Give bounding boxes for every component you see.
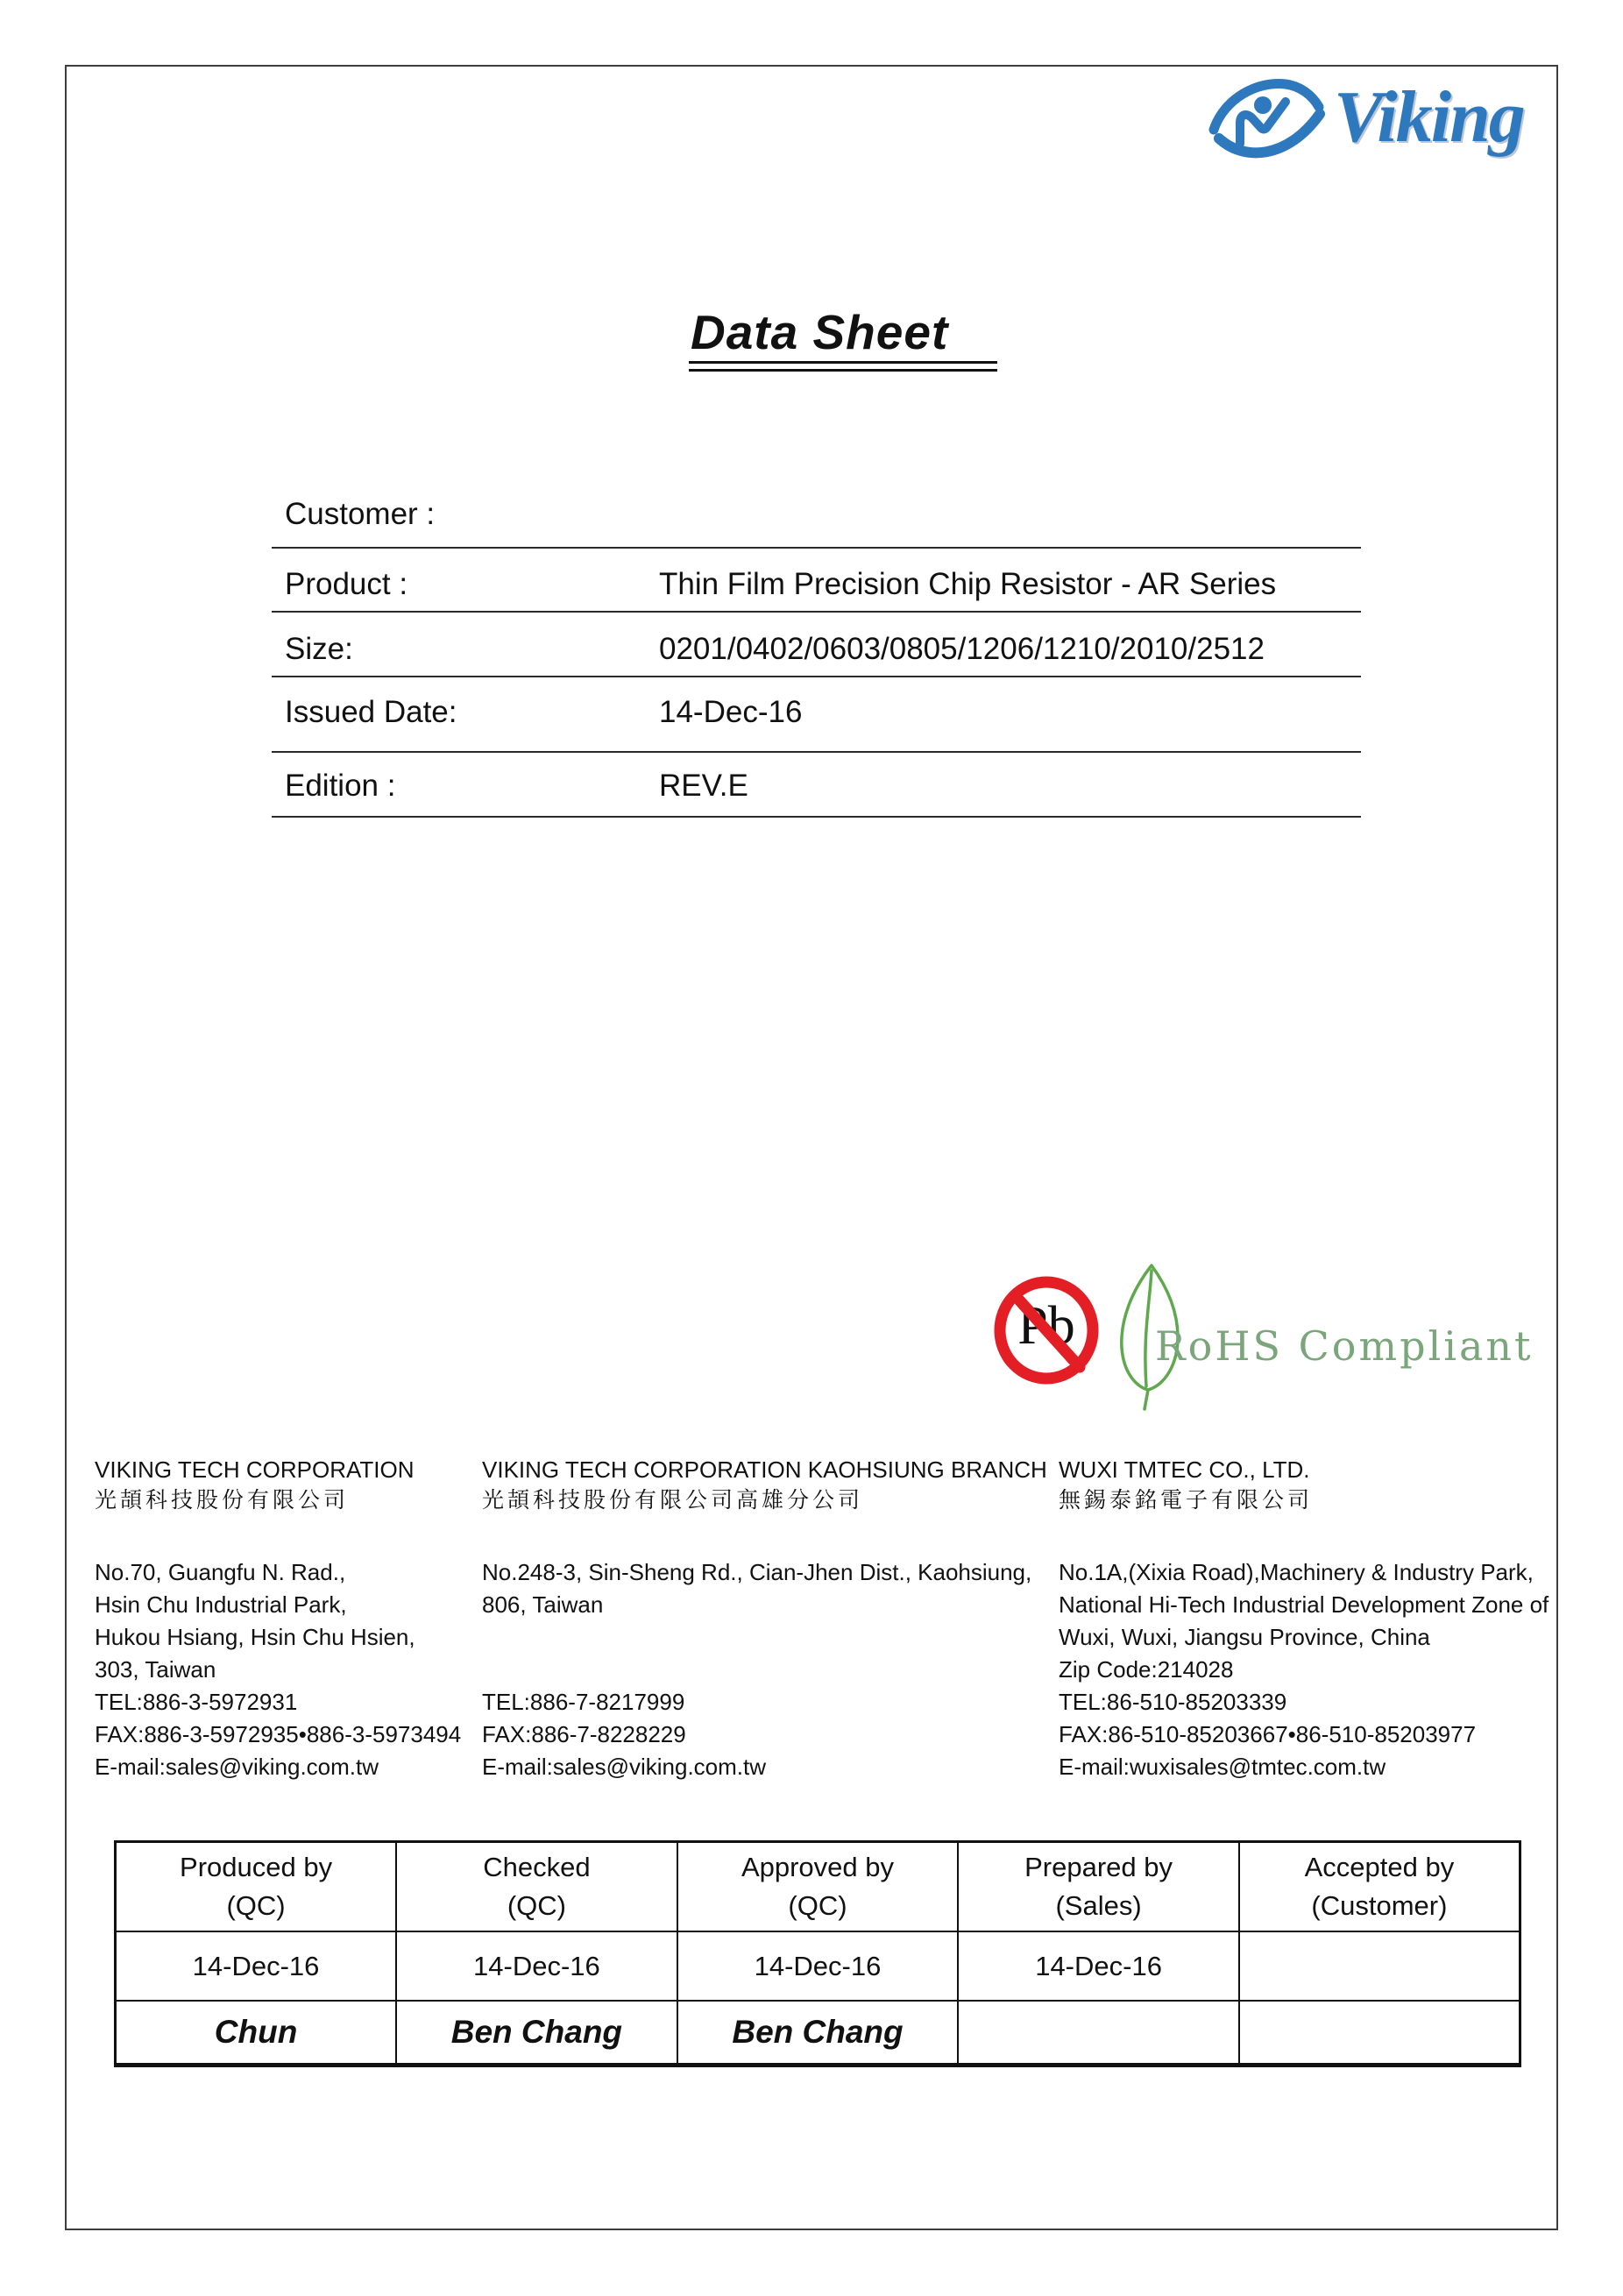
issued-date-label: Issued Date:: [285, 695, 457, 729]
viking-eye-icon: [1204, 68, 1329, 167]
company-viking-kaohsiung: [482, 1455, 1047, 1783]
form-row-edition: [285, 768, 1363, 804]
pb-free-label: Pb: [1017, 1296, 1075, 1356]
address-line: TEL:886-3-5972931: [95, 1689, 298, 1715]
issued-date-value: 14-Dec-16: [659, 695, 803, 729]
date-cell: 14-Dec-16: [958, 1931, 1239, 2001]
address-line: E-mail:sales@viking.com.tw: [95, 1754, 379, 1780]
address-line: FAX:886-7-8228229: [482, 1721, 686, 1747]
address-line: Zip Code:214028: [1059, 1656, 1234, 1683]
address-line: Wuxi, Wuxi, Jiangsu Province, China: [1059, 1624, 1430, 1650]
address-line: No.248-3, Sin-Sheng Rd., Cian-Jhen Dist., Kaohsiung,: [482, 1559, 1032, 1585]
form-divider: [272, 676, 1361, 677]
form-row-product: [285, 566, 1363, 603]
address-line: TEL:86-510-85203339: [1059, 1689, 1287, 1715]
company-name-chinese: 光頡科技股份有限公司高雄分公司: [482, 1487, 864, 1513]
signature-cell: [1239, 2001, 1520, 2066]
company-address: [95, 1556, 471, 1783]
approval-date-row: [116, 1931, 1520, 2001]
header-approved-by: Approved by (QC): [677, 1842, 959, 1932]
address-line: National Hi-Tech Industrial Development Zone of: [1059, 1591, 1549, 1618]
address-line: TEL:886-7-8217999: [482, 1689, 685, 1715]
header-prepared-by: Prepared by (Sales): [958, 1842, 1239, 1932]
address-line: E-mail:wuxisales@tmtec.com.tw: [1059, 1754, 1386, 1780]
date-cell: 14-Dec-16: [396, 1931, 677, 2001]
company-wuxi-tmtec: [1059, 1455, 1554, 1783]
address-line: FAX:886-3-5972935•886-3-5973494: [95, 1721, 462, 1747]
address-line: Hsin Chu Industrial Park,: [95, 1591, 347, 1618]
form-divider: [272, 611, 1361, 613]
customer-label: Customer :: [285, 497, 436, 531]
signature-cell: [958, 2001, 1239, 2066]
page-title: Data Sheet: [691, 305, 949, 359]
address-line: 806, Taiwan: [482, 1591, 604, 1618]
edition-value: REV.E: [659, 769, 748, 803]
company-name: VIKING TECH CORPORATION KAOHSIUNG BRANCH: [482, 1456, 1047, 1483]
date-cell: 14-Dec-16: [677, 1931, 959, 2001]
size-value: 0201/0402/0603/0805/1206/1210/2010/2512: [659, 632, 1265, 666]
signature-cell: Ben Chang: [677, 2001, 959, 2066]
signature-cell: Ben Chang: [396, 2001, 677, 2066]
rohs-compliant-label: RoHS Compliant: [1155, 1322, 1534, 1370]
address-line: 303, Taiwan: [95, 1656, 216, 1683]
viking-logo-text: Viking: [1334, 76, 1524, 158]
address-line: No.1A,(Xixia Road),Machinery & Industry Park,: [1059, 1559, 1534, 1585]
edition-label: Edition :: [285, 769, 396, 803]
date-cell: 14-Dec-16: [116, 1931, 397, 2001]
company-name-chinese: 無錫泰銘電子有限公司: [1059, 1487, 1314, 1513]
approval-header-row: [116, 1842, 1520, 1932]
form-row-customer: [285, 496, 1363, 533]
date-cell: [1239, 1931, 1520, 2001]
address-line: Hukou Hsiang, Hsin Chu Hsien,: [95, 1624, 415, 1650]
pb-free-icon: [993, 1276, 1100, 1385]
approval-table: [114, 1840, 1521, 2067]
company-name: WUXI TMTEC CO., LTD.: [1059, 1456, 1310, 1483]
address-line: No.70, Guangfu N. Rad.,: [95, 1559, 346, 1585]
title-underline: [689, 361, 997, 364]
company-name: VIKING TECH CORPORATION: [95, 1456, 415, 1483]
company-name-chinese: 光頡科技股份有限公司: [95, 1487, 350, 1513]
address-line: [482, 1654, 1047, 1686]
company-address: [482, 1556, 1047, 1783]
signature-cell: Chun: [116, 2001, 397, 2066]
title-underline: [689, 369, 997, 372]
company-viking-hq: [95, 1455, 471, 1783]
size-label: Size:: [285, 632, 353, 666]
product-value: Thin Film Precision Chip Resistor - AR Series: [659, 567, 1277, 601]
address-line: [482, 1621, 1047, 1654]
form-divider: [272, 547, 1361, 549]
header-accepted-by: Accepted by (Customer): [1239, 1842, 1520, 1932]
header-produced-by: Produced by (QC): [116, 1842, 397, 1932]
address-line: FAX:86-510-85203667•86-510-85203977: [1059, 1721, 1477, 1747]
approval-signature-row: [116, 2001, 1520, 2066]
viking-logo: [1204, 68, 1524, 167]
product-label: Product :: [285, 567, 408, 601]
form-row-size: [285, 631, 1363, 668]
company-address: [1059, 1556, 1554, 1783]
address-line: E-mail:sales@viking.com.tw: [482, 1754, 767, 1780]
form-divider: [272, 816, 1361, 818]
form-divider: [272, 751, 1361, 753]
form-row-issued-date: [285, 694, 1363, 731]
header-checked: Checked (QC): [396, 1842, 677, 1932]
